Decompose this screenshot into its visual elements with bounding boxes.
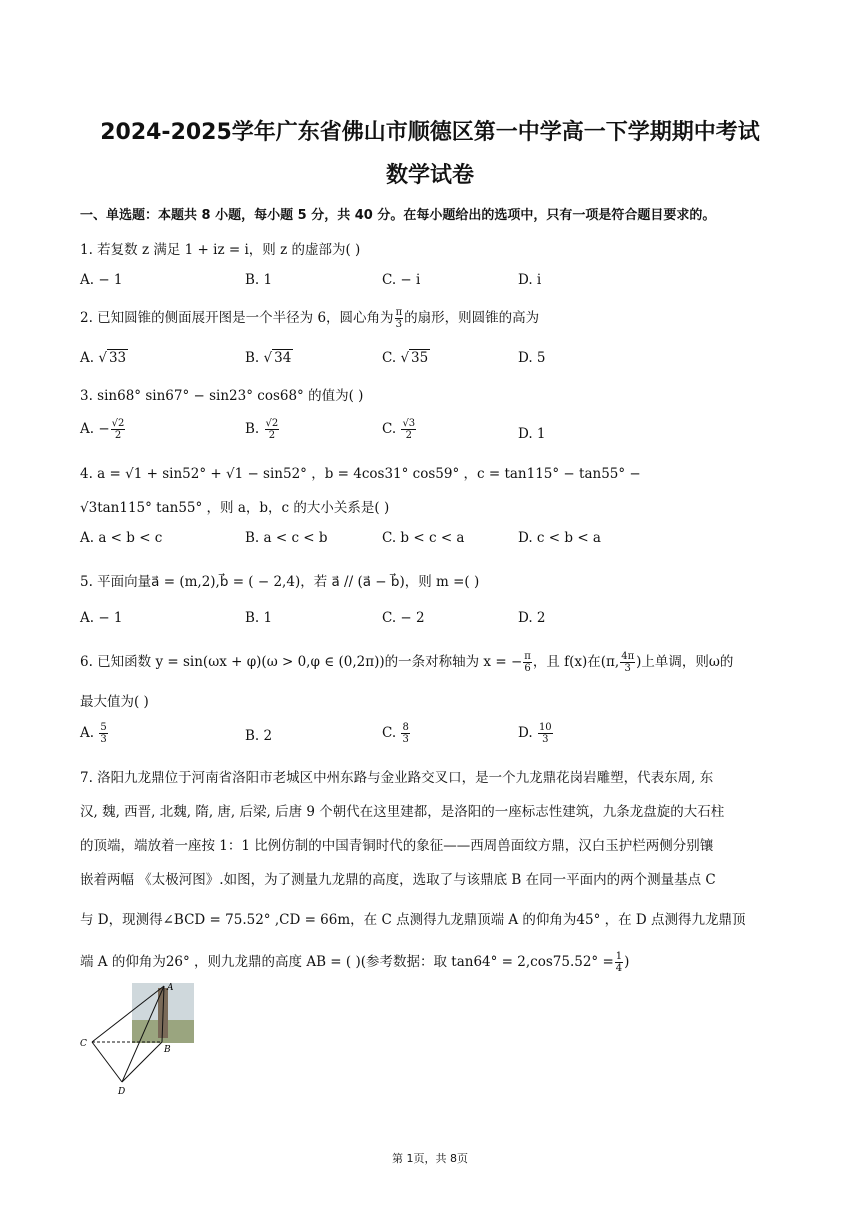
- q6-option-a: A. $\frac{5}{3}$: [80, 722, 107, 745]
- q4-stem-line1: 4. a = √1 + sin52° + √1 − sin52° ，b = 4cos31° cos59° ，c = tan115° − tan55° −: [80, 466, 641, 482]
- q2-stem: 2. 已知圆锥的侧面展开图是一个半径为 6，圆心角为 $\frac{\pi}{3}$ 的扇形，则圆锥的高为: [80, 307, 540, 330]
- q3-stem: 3. sin68° sin67° − sin23° cos68° 的值为( ): [80, 388, 364, 404]
- q6-option-d: D. $\frac{10}{3}$: [518, 722, 552, 745]
- q7-line-3: 的顶端，端放着一座按 1：1 比例仿制的中国青铜时代的象征——西周兽面纹方鼎，汉白玉护栏两侧分别镶: [80, 838, 714, 854]
- exam-subtitle: 数学试卷: [385, 163, 474, 188]
- q5-option-a: A. − 1: [80, 610, 123, 626]
- q5-option-c: C. − 2: [382, 610, 425, 626]
- q2-option-a: A. √ 33: [80, 350, 127, 366]
- exam-title: 2024-2025学年广东省佛山市顺德区第一中学高一下学期期中考试: [100, 120, 760, 145]
- q5-option-d: D. 2: [518, 610, 546, 626]
- q3-options: [80, 418, 780, 448]
- q6-option-b: B. 2: [245, 728, 273, 744]
- label-d: D: [118, 1087, 126, 1097]
- q7-line-5: 与 D，现测得∠BCD = 75.52° ,CD = 66m，在 C 点测得九龙鼎顶端 A 的仰角为45° ，在 D 点测得九龙鼎顶: [80, 912, 746, 928]
- q3-option-d: D. 1: [518, 426, 546, 442]
- q6-option-c: C. $\frac{8}{3}$: [382, 722, 409, 745]
- q3-option-c: C. $\frac{√3}{2}$: [382, 418, 416, 441]
- q4-option-a: A. a < b < c: [80, 530, 163, 546]
- q2-option-d: D. 5: [518, 350, 546, 366]
- q2-angle-fraction: $\frac{\pi}{3}$: [395, 307, 403, 330]
- q1-options: [80, 272, 780, 302]
- q5-options: [80, 610, 780, 640]
- q5-stem: 5. 平面向量a⃗ = (m,2),b⃗ = ( − 2,4)，若 a⃗ // (a⃗ − b⃗)，则 m =( ): [80, 574, 480, 590]
- page-footer: 第 1页，共 8页: [392, 1152, 468, 1165]
- q7-cos-fraction: $\frac{1}{4}$: [615, 951, 623, 974]
- line-db: [122, 1042, 162, 1082]
- section-heading: 一、单选题：本题共 8 小题，每小题 5 分，共 40 分。在每小题给出的选项中，只有一项是符合题目要求的。: [80, 208, 716, 223]
- label-a: A: [167, 983, 174, 993]
- label-c: C: [80, 1039, 87, 1049]
- q1-option-d: D. i: [518, 272, 542, 288]
- q3-option-b: B. $\frac{√2}{2}$: [245, 418, 279, 441]
- q4-option-b: B. a < c < b: [245, 530, 328, 546]
- q4-option-d: D. c < b < a: [518, 530, 601, 546]
- q1-option-b: B. 1: [245, 272, 273, 288]
- q7-line-1: 7. 洛阳九龙鼎位于河南省洛阳市老城区中州东路与金业路交叉口，是一个九龙鼎花岗岩雕塑，代表东周, 东: [80, 770, 714, 786]
- q2-option-c: C. √ 35: [382, 350, 429, 366]
- q1-option-a: A. − 1: [80, 272, 123, 288]
- line-cd: [92, 1042, 122, 1082]
- q6-options: [80, 722, 780, 752]
- q6-axis-fraction: $\frac{\pi}{6}$: [524, 651, 531, 674]
- q5-option-b: B. 1: [245, 610, 273, 626]
- q7-line-4: 嵌着两幅 《太极河图》.如图，为了测量九龙鼎的高度，选取了与该鼎底 B 在同一平面内的两个测量基点 C: [80, 872, 716, 888]
- q1-option-c: C. − i: [382, 272, 421, 288]
- q1-stem: 1. 若复数 z 满足 1 + iz = i，则 z 的虚部为( ): [80, 242, 361, 258]
- q7-line-6: 端 A 的仰角为26° ，则九龙鼎的高度 AB = ( )(参考数据：取 tan64° = 2,cos75.52° = $\frac{1}{4}$ ): [80, 951, 630, 974]
- q6-stem-line1: 6. 已知函数 y = sin(ωx + φ)(ω > 0,φ ∈ (0,2π))的一条对称轴为 x = − $\frac{\pi}{6}$ ，且 f(x)在(π, $\frac{4\pi}{3}$ )上单调，则ω的: [80, 651, 734, 674]
- q4-option-c: C. b < c < a: [382, 530, 465, 546]
- q4-stem-line2: √3tan115° tan55° ，则 a，b，c 的大小关系是( ): [80, 500, 390, 516]
- q6-interval-fraction: $\frac{4\pi}{3}$: [621, 651, 635, 674]
- q2-option-b: B. √ 34: [245, 350, 292, 366]
- q4-options: [80, 530, 780, 560]
- q3-option-a: A. − $\frac{√2}{2}$: [80, 418, 125, 441]
- q7-line-2: 汉, 魏, 西晋, 北魏, 隋, 唐, 后梁, 后唐 9 个朝代在这里建都，是洛阳的一座标志性建筑，九条龙盘旋的大石柱: [80, 804, 725, 820]
- q6-stem-line2: 最大值为( ): [80, 694, 149, 710]
- measurement-figure: [78, 980, 198, 1098]
- q2-options: [80, 350, 780, 380]
- label-b: B: [164, 1045, 171, 1055]
